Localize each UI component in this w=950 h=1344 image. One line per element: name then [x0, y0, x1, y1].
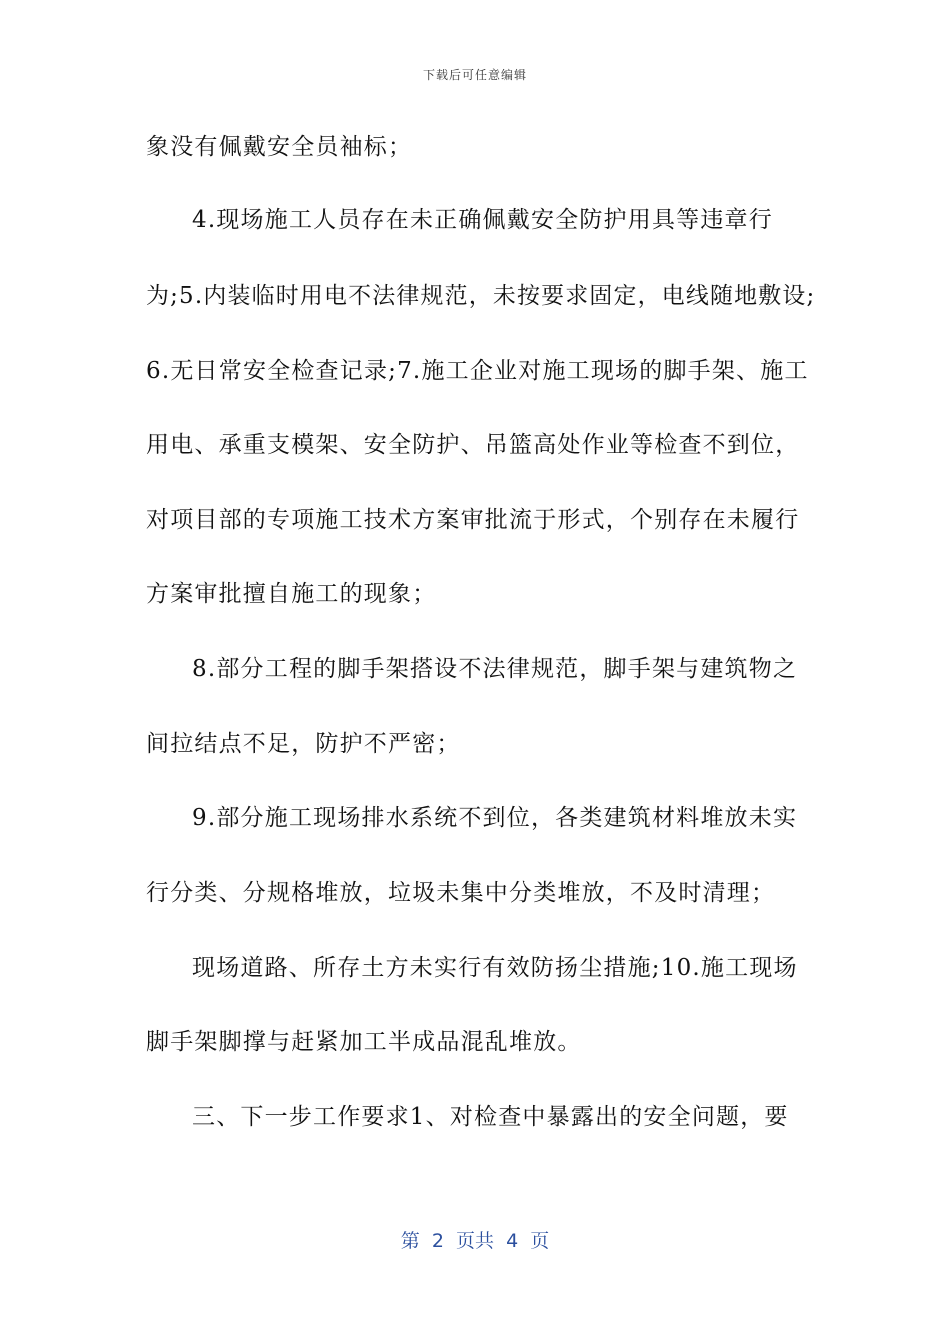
body-line-2: 4.现场施工人员存在未正确佩戴安全防护用具等违章行 [192, 207, 773, 233]
body-line-3: 为;5.内装临时用电不法律规范，未按要求固定，电线随地敷设; [146, 283, 816, 309]
body-line-1: 象没有佩戴安全员袖标； [146, 134, 413, 160]
body-line-5: 用电、承重支模架、安全防护、吊篮高处作业等检查不到位， [146, 432, 800, 458]
body-line-13: 脚手架脚撑与赶紧加工半成品混乱堆放。 [146, 1029, 582, 1055]
body-line-9: 间拉结点不足，防护不严密； [146, 731, 461, 757]
page-number: 第 2 页共 4 页 [400, 1230, 550, 1252]
page-header: 下载后可任意编辑 [422, 68, 527, 82]
body-line-6: 对项目部的专项施工技术方案审批流于形式，个别存在未履行 [146, 507, 800, 533]
body-line-10: 9.部分施工现场排水系统不到位，各类建筑材料堆放未实 [192, 805, 798, 831]
body-line-4: 6.无日常安全检查记录;7.施工企业对施工现场的脚手架、施工 [146, 358, 809, 384]
body-line-14: 三、下一步工作要求1、对检查中暴露出的安全问题，要 [192, 1104, 789, 1130]
body-line-7: 方案审批擅自施工的现象； [146, 581, 437, 607]
body-line-12: 现场道路、所存土方未实行有效防扬尘措施;10.施工现场 [192, 955, 798, 981]
body-line-11: 行分类、分规格堆放，垃圾未集中分类堆放，不及时清理； [146, 880, 776, 906]
body-line-8: 8.部分工程的脚手架搭设不法律规范，脚手架与建筑物之 [192, 656, 798, 682]
